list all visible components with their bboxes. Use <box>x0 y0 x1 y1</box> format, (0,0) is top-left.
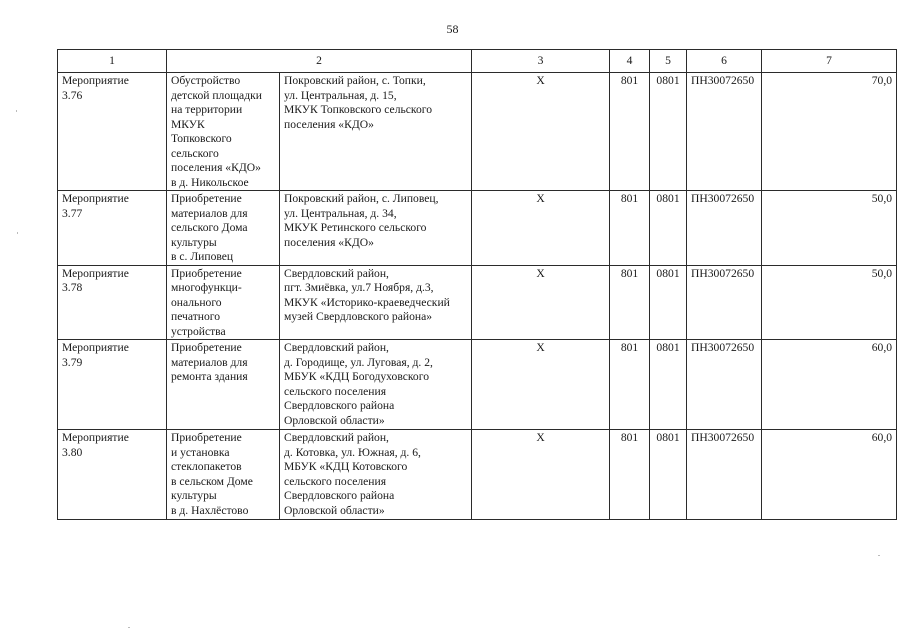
event-name-cell <box>167 73 280 191</box>
event-cell-line: 3.80 <box>62 445 83 459</box>
event-name-cell <box>167 430 280 520</box>
event-cell <box>58 430 167 520</box>
column-4-cell: 801 <box>610 265 650 340</box>
event-name-cell-line: многофункци- <box>171 281 242 294</box>
address-cell <box>280 340 472 430</box>
event-name-cell-line: поселения «КДО» <box>171 161 261 174</box>
column-3-cell: Х <box>472 191 610 266</box>
event-name-cell-line: и установка <box>171 445 230 459</box>
event-name-cell-line: в с. Липовец <box>171 250 234 263</box>
address-cell-line: Орловской области» <box>284 503 385 517</box>
column-6-cell: ПН30072650 <box>687 265 762 340</box>
event-name-cell-line: в сельском Доме <box>171 474 253 488</box>
event-name-cell-line: детской площадки <box>171 88 262 102</box>
address-cell-line: д. Городище, ул. Луговая, д. 2, <box>284 355 433 369</box>
event-name-cell <box>167 265 280 340</box>
scan-mark <box>17 232 18 234</box>
column-4-cell: 801 <box>610 73 650 191</box>
address-cell-line: Орловской области» <box>284 413 385 427</box>
event-name-cell-line: онального <box>171 295 222 309</box>
header-cell-7: 7 <box>762 50 897 73</box>
column-7-cell: 60,0 <box>762 430 897 520</box>
table-row <box>58 191 897 266</box>
address-cell-line: МКУК Ретинского сельского <box>284 221 427 234</box>
budget-table <box>57 49 897 520</box>
event-cell-line: Мероприятие <box>62 341 129 354</box>
header-cell-6: 6 <box>687 50 762 73</box>
event-cell-line: Мероприятие <box>62 266 129 280</box>
column-4-cell: 801 <box>610 340 650 430</box>
header-cell-5: 5 <box>650 50 687 73</box>
event-cell-line: 3.77 <box>62 206 83 220</box>
page-number: 58 <box>446 22 459 36</box>
table-row <box>58 265 897 340</box>
scan-mark <box>128 627 130 628</box>
column-5-cell: 0801 <box>650 191 687 266</box>
event-name-cell-line: Приобретение <box>171 192 242 205</box>
event-cell <box>58 191 167 266</box>
table-row <box>58 430 897 520</box>
address-cell-line: поселения «КДО» <box>284 117 374 131</box>
event-cell-line: Мероприятие <box>62 192 129 205</box>
event-cell-line: Мероприятие <box>62 74 129 87</box>
header-cell-4: 4 <box>610 50 650 73</box>
address-cell-line: МКУК Топковского сельского <box>284 103 433 116</box>
column-6-cell: ПН30072650 <box>687 340 762 430</box>
event-name-cell-line: сельского Дома <box>171 221 248 234</box>
event-name-cell-line: Топковского <box>171 132 232 145</box>
event-name-cell-line: Приобретение <box>171 266 242 280</box>
column-6-cell: ПН30072650 <box>687 73 762 191</box>
column-6-cell: ПН30072650 <box>687 430 762 520</box>
event-name-cell-line: Приобретение <box>171 341 242 354</box>
event-name-cell <box>167 340 280 430</box>
header-cell-2: 2 <box>167 50 472 73</box>
column-5-cell: 0801 <box>650 265 687 340</box>
address-cell-line: д. Котовка, ул. Южная, д. 6, <box>284 445 421 459</box>
address-cell-line: Свердловский район, <box>284 431 389 444</box>
address-cell-line: Свердловский район, <box>284 341 389 354</box>
column-4-cell: 801 <box>610 191 650 266</box>
event-name-cell-line: устройства <box>171 324 226 338</box>
event-name-cell-line: сельского <box>171 146 219 160</box>
column-7-cell: 50,0 <box>762 265 897 340</box>
address-cell-line: МБУК «КДЦ Богодуховского <box>284 370 429 383</box>
event-name-cell-line: материалов для <box>171 355 248 369</box>
event-cell-line: Мероприятие <box>62 431 129 444</box>
event-cell <box>58 340 167 430</box>
column-5-cell: 0801 <box>650 340 687 430</box>
column-5-cell: 0801 <box>650 430 687 520</box>
header-row <box>58 50 897 73</box>
column-3-cell: Х <box>472 430 610 520</box>
address-cell-line: пгт. Змиёвка, ул.7 Ноября, д.3, <box>284 281 434 294</box>
event-name-cell <box>167 191 280 266</box>
event-name-cell-line: стеклопакетов <box>171 460 242 473</box>
scan-mark <box>878 555 880 556</box>
address-cell-line: сельского поселения <box>284 474 387 488</box>
address-cell <box>280 73 472 191</box>
address-cell-line: сельского поселения <box>284 384 387 398</box>
address-cell-line: Свердловский район, <box>284 266 389 280</box>
column-7-cell: 70,0 <box>762 73 897 191</box>
column-7-cell: 60,0 <box>762 340 897 430</box>
event-name-cell-line: на территории <box>171 103 243 116</box>
event-cell-line: 3.79 <box>62 355 83 369</box>
address-cell <box>280 265 472 340</box>
event-name-cell-line: культуры <box>171 235 217 249</box>
event-name-cell-line: МКУК <box>171 117 205 131</box>
address-cell-line: Покровский район, с. Липовец, <box>284 192 439 205</box>
address-cell-line: ул. Центральная, д. 34, <box>284 206 397 220</box>
address-cell <box>280 191 472 266</box>
address-cell-line: МКУК «Историко-краеведческий <box>284 295 450 309</box>
event-cell <box>58 73 167 191</box>
event-name-cell-line: материалов для <box>171 206 248 220</box>
address-cell-line: Покровский район, с. Топки, <box>284 74 426 87</box>
address-cell-line: поселения «КДО» <box>284 235 374 249</box>
address-cell-line: Свердловского района <box>284 399 395 412</box>
event-name-cell-line: Обустройство <box>171 74 241 87</box>
address-cell-line: МБУК «КДЦ Котовского <box>284 460 408 473</box>
header-cell-3: 3 <box>472 50 610 73</box>
scan-mark <box>16 110 17 112</box>
table-row <box>58 73 897 191</box>
event-cell <box>58 265 167 340</box>
event-name-cell-line: печатного <box>171 310 221 323</box>
column-3-cell: Х <box>472 340 610 430</box>
address-cell-line: ул. Центральная, д. 15, <box>284 88 397 102</box>
column-6-cell: ПН30072650 <box>687 191 762 266</box>
table-body <box>58 73 897 520</box>
column-3-cell: Х <box>472 265 610 340</box>
event-name-cell-line: в д. Нахлёстово <box>171 503 249 517</box>
address-cell-line: музей Свердловского района» <box>284 310 433 323</box>
event-name-cell-line: ремонта здания <box>171 370 248 383</box>
event-cell-line: 3.78 <box>62 281 83 294</box>
event-cell-line: 3.76 <box>62 88 83 102</box>
column-7-cell: 50,0 <box>762 191 897 266</box>
column-5-cell: 0801 <box>650 73 687 191</box>
table-row <box>58 340 897 430</box>
column-4-cell: 801 <box>610 430 650 520</box>
event-name-cell-line: Приобретение <box>171 431 242 444</box>
event-name-cell-line: в д. Никольское <box>171 175 249 189</box>
column-3-cell: Х <box>472 73 610 191</box>
header-cell-1: 1 <box>58 50 167 73</box>
address-cell-line: Свердловского района <box>284 489 395 502</box>
address-cell <box>280 430 472 520</box>
event-name-cell-line: культуры <box>171 489 217 502</box>
